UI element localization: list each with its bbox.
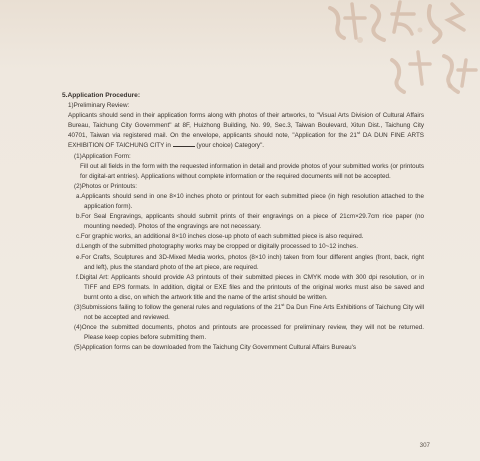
photo-requirement-b: b.For Seal Engravings, applicants should submit prints of their engravings on a piece of 21cm×29.7cm rice paper (no mounting needed). Photos of the engravings are not necessary. — [76, 213, 424, 231]
download-rule: (5)Application forms can be downloaded from the Taichung City Government Cultural Affairs Bureau's — [74, 344, 357, 352]
category-blank — [173, 141, 195, 147]
preliminary-review-body: Applicants should send in their application forms along with photos of their artworks, to "Visual Arts Division of Cultural Affairs Bureau, Taichung City Government" at 8F, Huizhong Building, No. 99, Sec.3, Taiwan Boulevard, Xitun Dist., Taichung City 40701, Taiwan via registered mail. On the envelope, applicants should note, "Application for the 21st DA DUN FINE ARTS EXHIBITION OF TAICHUNG CITY in (your choice) Category". — [68, 112, 425, 150]
application-form-heading: (1)Application Form: — [74, 152, 131, 160]
photo-requirement-a: a.Applicants should send in one 8×10 inches photo or printout for each submitted piece (in high resolution attached to the application form). — [76, 192, 424, 211]
returns-rule: (4)Once the submitted documents, photos and printouts are processed for preliminary review, they will not be returned. Please keep copies before submitting them. — [74, 324, 424, 342]
preliminary-review-heading: 1)Preliminary Review: — [68, 102, 130, 110]
photo-requirement-e: e.For Crafts, Sculptures and 3D-Mixed Media works, photos (8×10 inch) taken from four different angles (front, back, right and left), plus the standard photo of the art piece, are required. — [76, 253, 424, 271]
photo-requirement-d: d.Length of the submitted photography works may be cropped or digitally processed to 10~12 inches. — [76, 243, 358, 251]
submissions-rule: (3)Submissions failing to follow the general rules and regulations of the 21st Da Dun Fine Arts Exhibitions of Taichung City will not be accepted and reviewed. — [74, 301, 424, 322]
section-heading: 5.Application Procedure: — [62, 92, 141, 99]
page-number: 307 — [419, 442, 430, 449]
photo-requirement-f: f.Digital Art: Applicants should provide A3 printouts of their submitted pieces in CMYK mode with 300 dpi resolution, or in TIFF and EPS formats. In addition, digital or EXE files and the printouts of the original works must also be saved and burnt onto a disc, on which the artwork title and the name of the artist should be written. — [76, 273, 424, 301]
application-form-body: Fill out all fields in the form with the requested information in detail and provide photos of your submitted works (or printouts for digital-art entries). Applications without complete information or the required documents will not be accepted. — [80, 162, 424, 180]
photo-requirement-c: c.For graphic works, an additional 8×10 inches close-up photo of each submitted piece is also required. — [76, 233, 364, 241]
application-procedure-section — [62, 91, 424, 353]
photos-heading: (2)Photos or Printouts: — [74, 182, 137, 190]
